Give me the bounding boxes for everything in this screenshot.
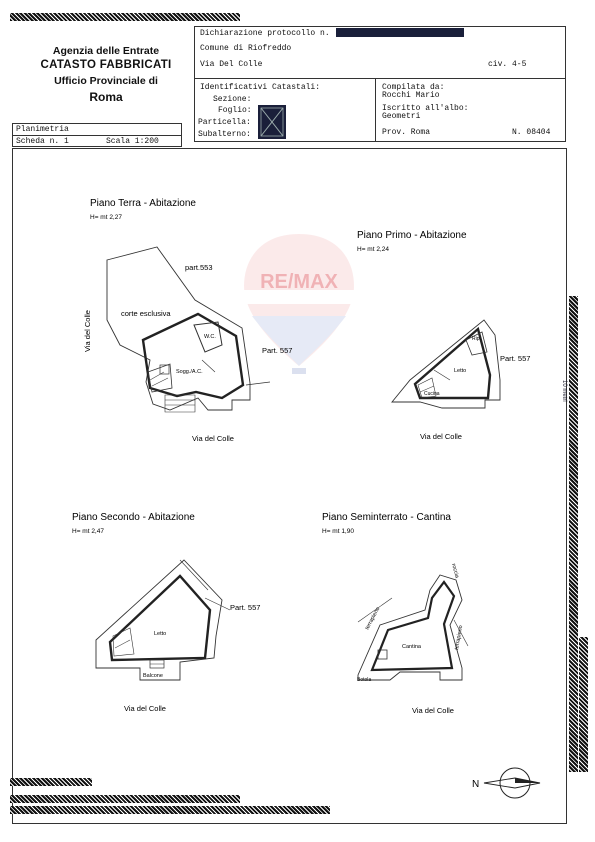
comune-label: Comune di Riofreddo bbox=[200, 44, 292, 53]
via-label: Via Del Colle bbox=[200, 60, 263, 69]
seminterrato-title: Piano Seminterrato - Cantina bbox=[322, 512, 451, 523]
agency-name: Agenzia delle Entrate bbox=[52, 45, 160, 57]
ufficio-label: Ufficio Provinciale di bbox=[54, 75, 158, 87]
north-arrow-icon bbox=[472, 768, 540, 798]
scale-mark: 10 metri bbox=[561, 380, 567, 402]
albo-value: Geometri bbox=[382, 112, 421, 121]
terra-via-side: Via del Colle bbox=[83, 310, 92, 352]
secondo-height: H= mt 2,47 bbox=[72, 528, 104, 535]
compilata-label: Compilata da: bbox=[382, 83, 445, 92]
declaration-label: Dichiarazione protocollo n. bbox=[200, 29, 330, 38]
plan-piano-seminterrato bbox=[322, 512, 468, 715]
seminterrato-botola: Botola bbox=[357, 677, 372, 683]
compilata-name: Rocchi Mario bbox=[382, 91, 440, 100]
secondo-title: Piano Secondo - Abitazione bbox=[72, 512, 195, 523]
terra-wc: W.C. bbox=[204, 334, 216, 340]
seminterrato-terrapieno-1: terrapieno bbox=[364, 606, 382, 631]
seminterrato-terrapieno-2: terrapieno bbox=[454, 624, 465, 651]
plan-piano-secondo bbox=[72, 512, 260, 713]
catasto-title: CATASTO FABBRICATI bbox=[40, 59, 172, 71]
watermark-text: RE/MAX bbox=[260, 271, 338, 293]
terra-height: H= mt 2,27 bbox=[90, 214, 122, 221]
provincia-label: Prov. Roma bbox=[382, 128, 431, 137]
iscritto-label: Iscritto all'albo: bbox=[382, 104, 469, 113]
terra-sogg: Sogg./A.C. bbox=[176, 369, 203, 375]
seminterrato-height: H= mt 1,90 bbox=[322, 528, 354, 535]
particella-label: Particella: bbox=[198, 118, 251, 127]
planimetria-label: Planimetria bbox=[16, 125, 69, 134]
scheda-number: Scheda n. 1 bbox=[16, 137, 69, 146]
albo-number: N. 08404 bbox=[512, 128, 551, 137]
primo-cucina: Cucina bbox=[424, 391, 440, 397]
terra-title: Piano Terra - Abitazione bbox=[90, 198, 196, 209]
secondo-part557: Part. 557 bbox=[230, 603, 261, 612]
primo-rip: Rip. bbox=[472, 336, 481, 342]
secondo-letto: Letto bbox=[154, 631, 167, 637]
primo-letto: Letto bbox=[454, 368, 467, 374]
primo-street: Via del Colle bbox=[420, 432, 462, 441]
scala-label: Scala 1:200 bbox=[106, 137, 159, 146]
north-label: N bbox=[472, 779, 480, 790]
seminterrato-cantina: Cantina bbox=[402, 644, 421, 650]
civico-label: civ. 4-5 bbox=[488, 60, 527, 69]
primo-part557: Part. 557 bbox=[500, 354, 531, 363]
terra-part553: part.553 bbox=[185, 263, 213, 272]
plan-piano-primo bbox=[357, 230, 530, 441]
foglio-label: Foglio: bbox=[218, 106, 252, 115]
primo-height: H= mt 2,24 bbox=[357, 246, 389, 253]
primo-title: Piano Primo - Abitazione bbox=[357, 230, 467, 241]
secondo-street: Via del Colle bbox=[124, 704, 166, 713]
terra-part557: Part. 557 bbox=[262, 346, 293, 355]
plan-piano-terra bbox=[83, 198, 292, 443]
terra-street: Via del Colle bbox=[192, 434, 234, 443]
seminterrato-street: Via del Colle bbox=[412, 706, 454, 715]
seminterrato-roccia: roccia bbox=[450, 562, 460, 579]
terra-corte: corte esclusiva bbox=[121, 309, 171, 318]
identificativi-title: Identificativi Catastali: bbox=[200, 83, 321, 92]
ufficio-city: Roma bbox=[89, 90, 123, 104]
secondo-balcone: Balcone bbox=[143, 673, 163, 679]
subalterno-label: Subalterno: bbox=[198, 130, 251, 139]
sezione-label: Sezione: bbox=[213, 95, 252, 104]
